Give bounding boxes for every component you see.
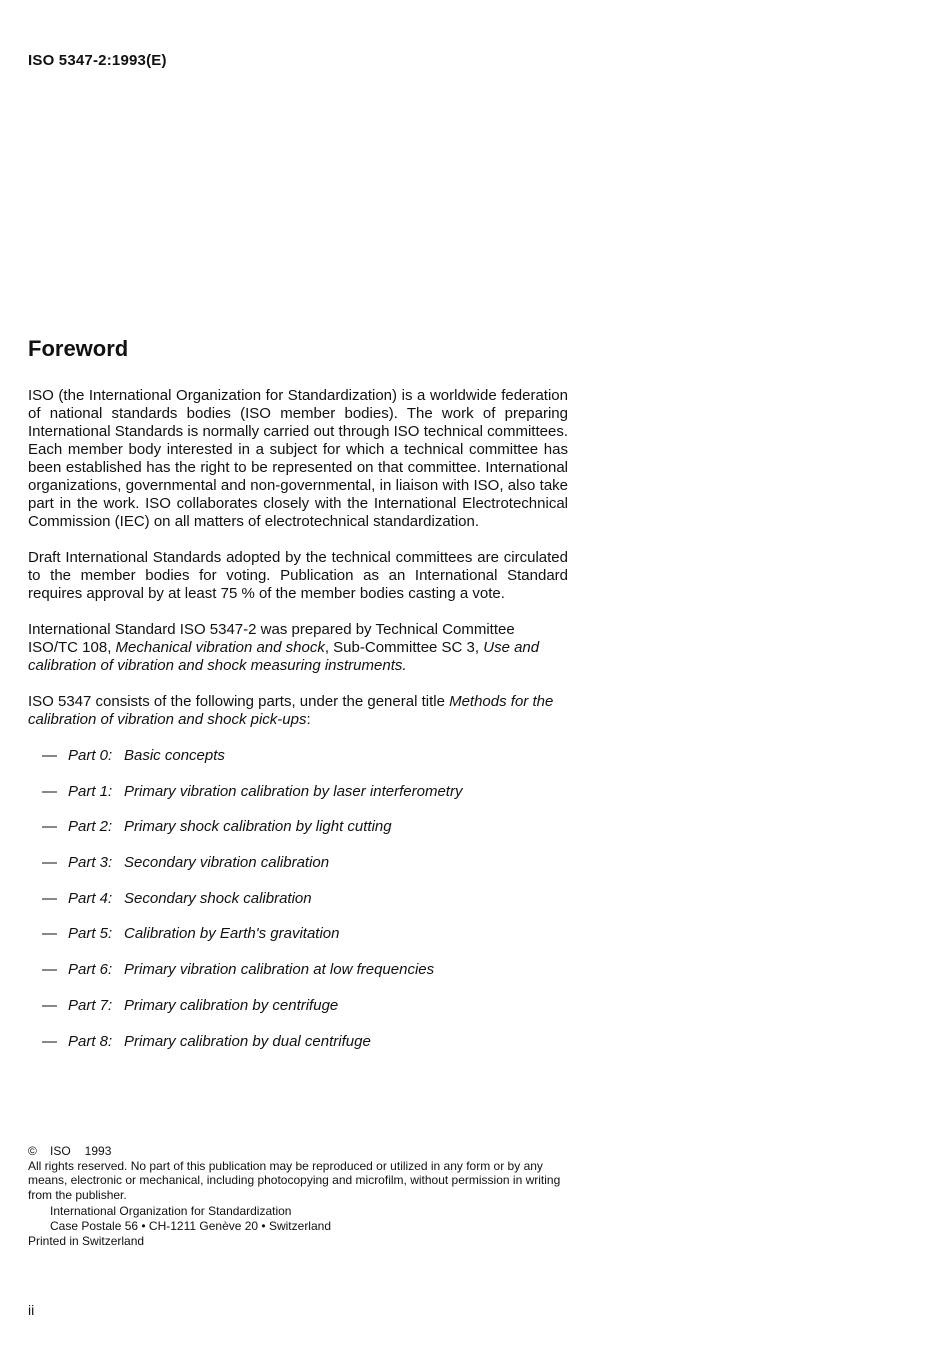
part-number: Part 3: bbox=[68, 854, 113, 872]
foreword-paragraph-4 bbox=[28, 693, 568, 729]
part-number: Part 7: bbox=[68, 996, 113, 1014]
part-title: Primary vibration calibration at low frequencies bbox=[124, 961, 435, 979]
list-dash: — bbox=[42, 818, 57, 836]
list-dash: — bbox=[42, 925, 57, 943]
committee-title: Mechanical vibration and shock bbox=[115, 639, 325, 656]
publisher-name: International Organization for Standardization bbox=[50, 1204, 292, 1219]
copyright-org: ISO bbox=[50, 1144, 71, 1158]
document-id: ISO 5347-2:1993(E) bbox=[28, 52, 167, 69]
list-dash: — bbox=[42, 782, 57, 800]
foreword-paragraph-2: Draft International Standards adopted by the technical committees are circulated to the member bodies for voting. Publication as an International Standard requires approval by at least 75 % of the member bodies casting a vote. bbox=[28, 549, 568, 602]
part-title: Secondary shock calibration bbox=[124, 889, 312, 907]
part-title: Primary vibration calibration by laser interferometry bbox=[124, 782, 463, 800]
copyright-block bbox=[28, 1144, 568, 1248]
part-title: Primary shock calibration by light cutting bbox=[124, 818, 392, 836]
list-item bbox=[28, 961, 568, 979]
list-item bbox=[28, 854, 568, 872]
list-dash: — bbox=[42, 889, 57, 907]
copyright-line bbox=[28, 1144, 568, 1159]
part-number: Part 2: bbox=[68, 818, 113, 836]
part-number: Part 0: bbox=[68, 747, 113, 764]
part-number: Part 8: bbox=[68, 1032, 113, 1050]
rights-statement: All rights reserved. No part of this publication may be reproduced or utilized in any form or by any means, electronic or mechanical, including photocopying and microfilm, without permission in writing from the publisher. bbox=[28, 1158, 561, 1202]
foreword-heading: Foreword bbox=[28, 336, 129, 361]
general-title: Methods for the calibration of vibration and shock pick-ups bbox=[28, 693, 554, 728]
foreword-body bbox=[28, 387, 568, 1068]
p3-text-c: , Sub-Committee SC 3, bbox=[324, 639, 484, 656]
part-title: Primary calibration by dual centrifuge bbox=[124, 1032, 371, 1050]
list-dash: — bbox=[42, 854, 57, 872]
p3-text-a: International Standard ISO 5347-2 was prepared by Technical Committee ISO/TC 108, bbox=[28, 621, 515, 656]
copyright-year: 1993 bbox=[84, 1144, 112, 1158]
part-number: Part 4: bbox=[68, 889, 113, 907]
list-item bbox=[28, 925, 568, 943]
p4-text-a: ISO 5347 consists of the following parts, under the general title bbox=[28, 693, 450, 710]
list-dash: — bbox=[42, 996, 57, 1014]
parts-list bbox=[28, 747, 568, 1051]
foreword-paragraph-3 bbox=[28, 621, 568, 675]
list-item bbox=[28, 997, 568, 1015]
part-title: Basic concepts bbox=[124, 747, 225, 764]
part-title: Calibration by Earth's gravitation bbox=[124, 925, 340, 943]
part-number: Part 1: bbox=[68, 782, 113, 800]
list-dash: — bbox=[42, 747, 57, 764]
page-number: ii bbox=[28, 1302, 35, 1318]
list-dash: — bbox=[42, 1032, 57, 1050]
printed-note: Printed in Switzerland bbox=[28, 1233, 145, 1248]
list-item bbox=[28, 783, 568, 801]
p4-text-c: : bbox=[306, 711, 311, 728]
list-item bbox=[28, 1033, 568, 1051]
list-dash: — bbox=[42, 961, 57, 979]
foreword-paragraph-1: ISO (the International Organization for Standardization) is a worldwide federation of national standards bodies (ISO member bodies). The work of preparing International Standards is normally carried out through ISO technical committees. Each member body interested in a subject for which a technical committee has been established has the right to be represented on that committee. International organizations, governmental and non-governmental, in liaison with ISO, also take part in the work. ISO collaborates closely with the International Electrotechnical Commission (IEC) on all matters of electrotechnical standardization. bbox=[28, 387, 568, 530]
part-title: Secondary vibration calibration bbox=[124, 854, 330, 872]
publisher-address: Case Postale 56 • CH-1211 Genève 20 • Switzerland bbox=[50, 1218, 331, 1233]
list-item bbox=[28, 747, 568, 765]
list-item bbox=[28, 818, 568, 836]
part-number: Part 6: bbox=[68, 961, 113, 979]
list-item bbox=[28, 890, 568, 908]
part-title: Primary calibration by centrifuge bbox=[124, 996, 339, 1014]
copyright-icon: © bbox=[28, 1144, 37, 1158]
subcommittee-title: Use and calibration of vibration and shock measuring instruments. bbox=[28, 639, 540, 674]
part-number: Part 5: bbox=[68, 925, 113, 943]
